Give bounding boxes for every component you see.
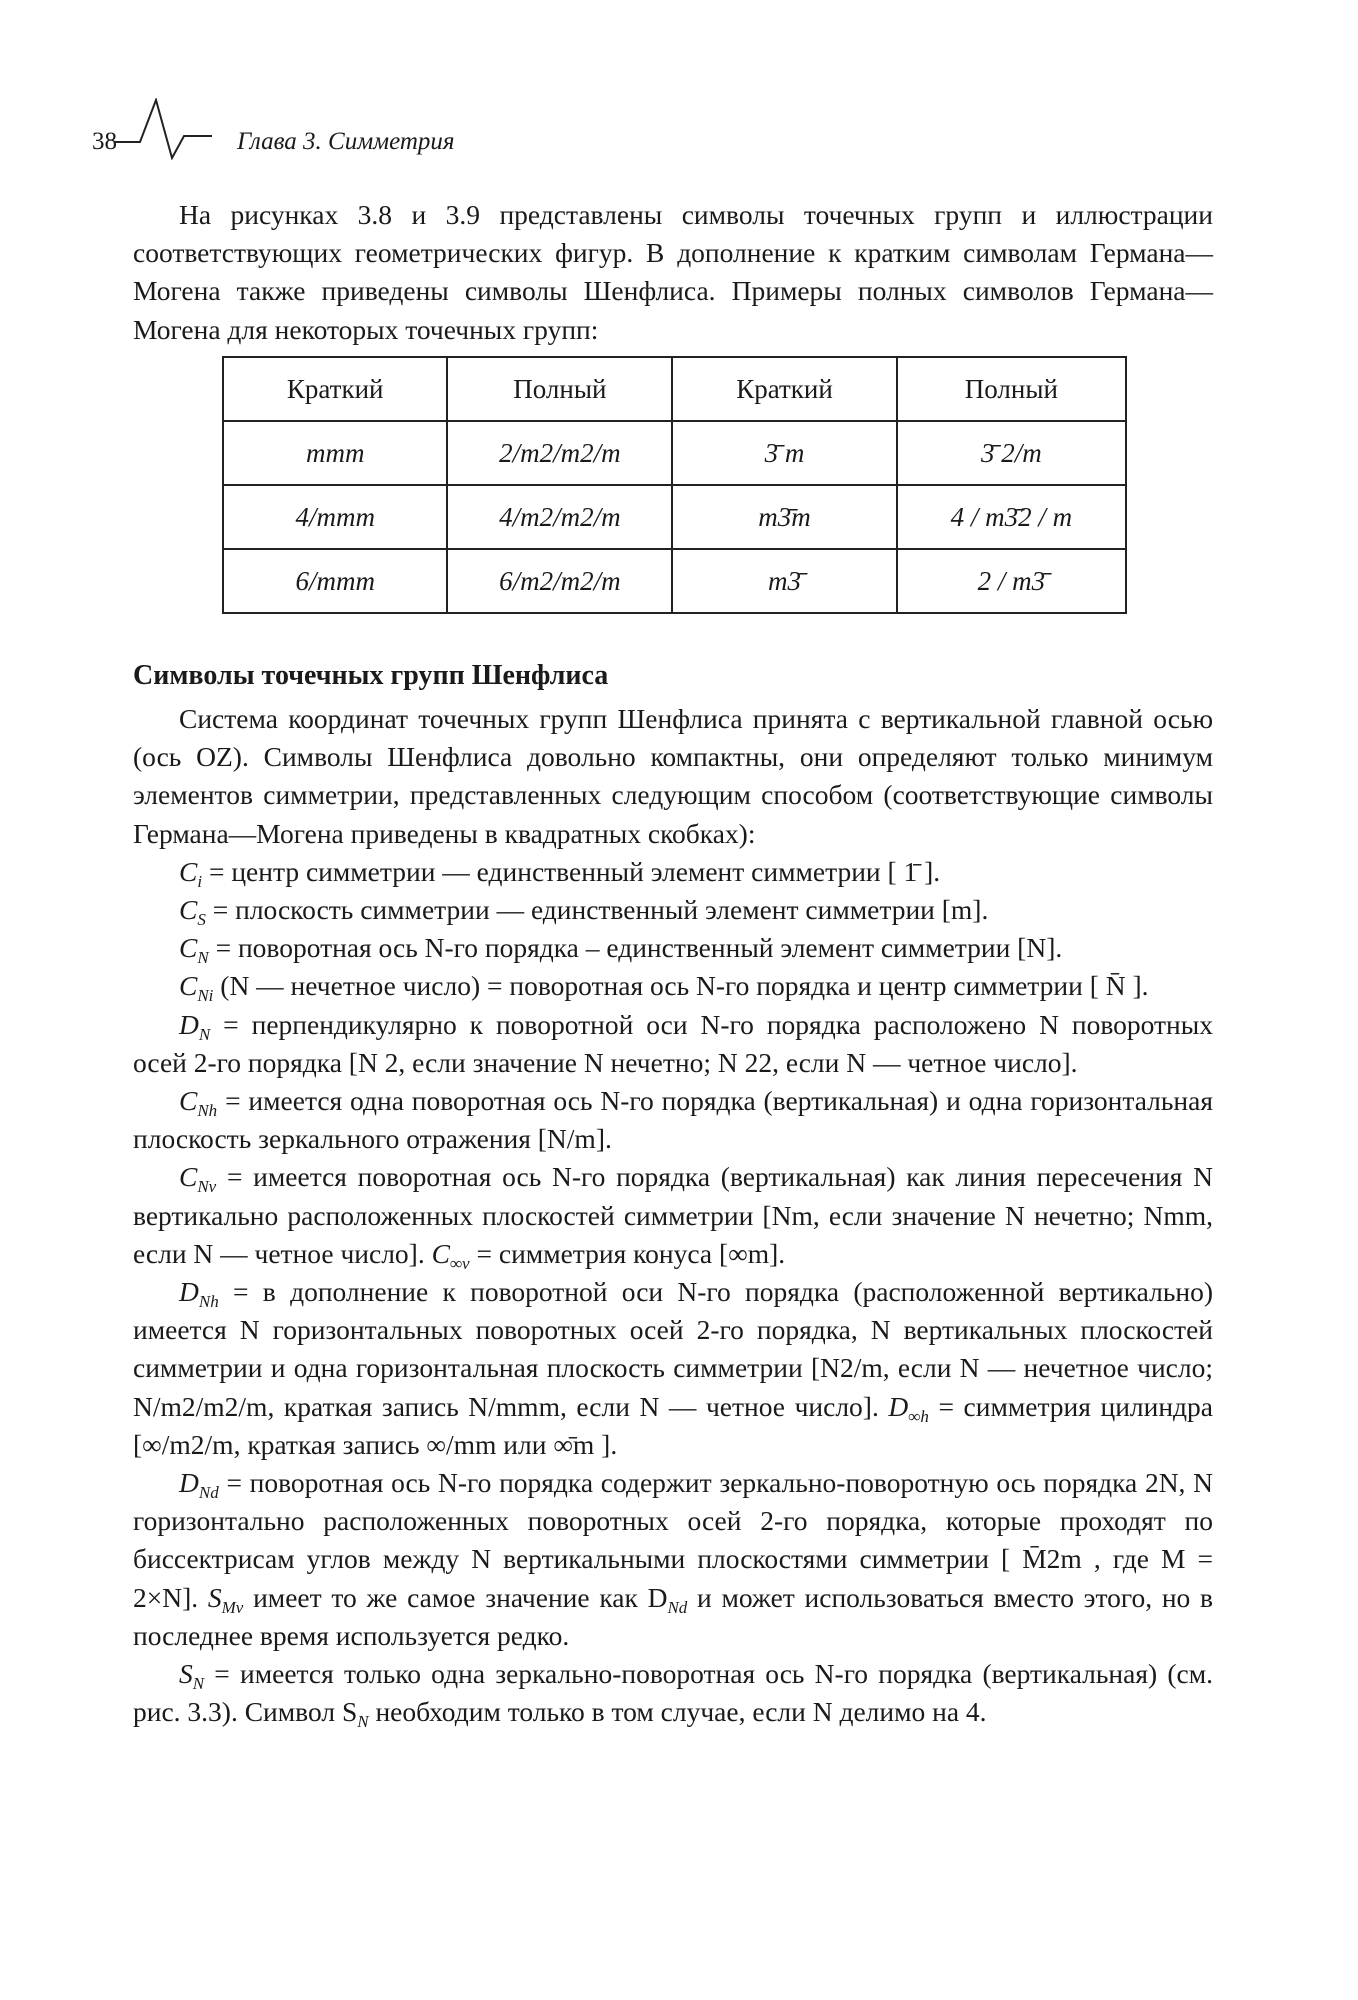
pulse-logo-icon (112, 98, 222, 160)
definition-dnh: $D_{Nh} = в$ дополнение к поворотной оси N-го порядка (расположенной вертикально) имеется N горизонтальных поворотных осей 2-го порядка, N вертикальных плоскостей симметрии и одна горизонтальная плоскость симметрии [N2/m, если N — нечетное число; N/m2/m2/m, краткая запись N/mmm, если N — четное число]. $D_{\infty h}$ = симметрия цилиндра [∞/m2/m, краткая запись ∞/mm или ∞̄m ]. (133, 1276, 1214, 1460)
definition-cnh: $C_{Nh}$ = имеется одна поворотная ось N-го порядка (вертикальная) и одна горизонтальная плоскость зеркального отражения [N/m]. (133, 1085, 1213, 1155)
table-cell: 2/m2/m2/m (447, 421, 672, 485)
table-row (223, 485, 1126, 549)
table-cell: mmm (223, 421, 447, 485)
table-cell: 6/mmm (223, 549, 447, 613)
definition-ci: $C_i$ = центр симметрии — единственный элемент симметрии [ 1̄ ]. (179, 855, 941, 891)
table-header-row (223, 357, 1126, 421)
table-header-cell: Полный (897, 357, 1126, 421)
table-cell: m3̄m (672, 485, 896, 549)
table-cell: 6/m2/m2/m (447, 549, 672, 613)
point-group-table (222, 356, 1127, 614)
definition-cn: $C_N$ = поворотная ось N-го порядка – единственный элемент симметрии [N]. (179, 932, 1063, 968)
section-heading: Символы точечных групп Шенфлиса (133, 660, 609, 691)
table-cell: 3̄ m (672, 421, 896, 485)
page-number: 38 (92, 128, 117, 155)
table-header-cell: Полный (447, 357, 672, 421)
paragraph: Система координат точечных групп Шенфлиса принята с вертикальной главной осью (ось OZ). Символы Шенфлиса довольно компактны, они определяют только минимум элементов симметрии, представленных следующим способом (соответствующие символы Германа—Могена приведены в квадратных скобках): (133, 703, 1213, 849)
definition-cnv: $C_{Nv}$ = имеется поворотная ось N-го порядка (вертикальная) как линия пересечения N вертикально расположенных плоскостей симметрии [Nm, если значение N нечетно; Nmm, если N — четное число]. $C_{\infty v}$ = симметрия конуса [∞m]. (133, 1161, 1213, 1273)
table-row (223, 549, 1126, 613)
chapter-title: Глава 3. Симметрия (237, 128, 455, 155)
definition-cs: $C_S$ = плоскость симметрии — единственный элемент симметрии [m]. (179, 894, 989, 930)
table-header-cell: Краткий (223, 357, 447, 421)
main-text (133, 700, 1213, 1731)
table-cell: 4/mmm (223, 485, 447, 549)
definition-dn: $D_N$ = перпендикулярно к поворотной оси N-го порядка расположено N поворотных осей 2-го порядка [N 2, если значение N нечетно; N 22, если N — четное число]. (133, 1008, 1213, 1078)
definition-cni: $C_{Ni}$ (N — нечетное число) = поворотная ось N-го порядка и центр симметрии [ N̄ ]. (179, 970, 1149, 1006)
table-cell: 2 / m3̄ (897, 549, 1126, 613)
running-header (0, 0, 1358, 180)
table-cell: 4 / m3̄2 / m (897, 485, 1126, 549)
table-cell: 4/m2/m2/m (447, 485, 672, 549)
table-row (223, 421, 1126, 485)
table-cell: m3̄ (672, 549, 896, 613)
table-header-cell: Краткий (672, 357, 896, 421)
table-cell: 3̄ 2/m (897, 421, 1126, 485)
definition-sn: $S_N$ = имеется только одна зеркально-поворотная ось N-го порядка (вертикальная) (см. рис. 3.3). Символ $S_N$ необходим только в том случае, если N делимо на 4. (133, 1658, 1213, 1732)
intro-paragraph: На рисунках 3.8 и 3.9 представлены символы точечных групп и иллюстрации соответствующих геометрических фигур. В дополнение к кратким символам Германа—Могена также приведены символы Шенфлиса. Примеры полных символов Германа—Могена для некоторых точечных групп: (133, 199, 1213, 345)
definition-dnd: $D_{Nd}$ = поворотная ось N-го порядка содержит зеркально-поворотную ось порядка 2N, N горизонтально расположенных поворотных осей 2-го порядка, которые проходят по биссектрисам углов между N вертикальными плоскостями симметрии [ M̄2m , где M = 2×N]. $S_{Mv}$ имеет то же самое значение как $D_{Nd}$ и может использоваться вместо этого, но в последнее время используется редко. (133, 1467, 1214, 1651)
